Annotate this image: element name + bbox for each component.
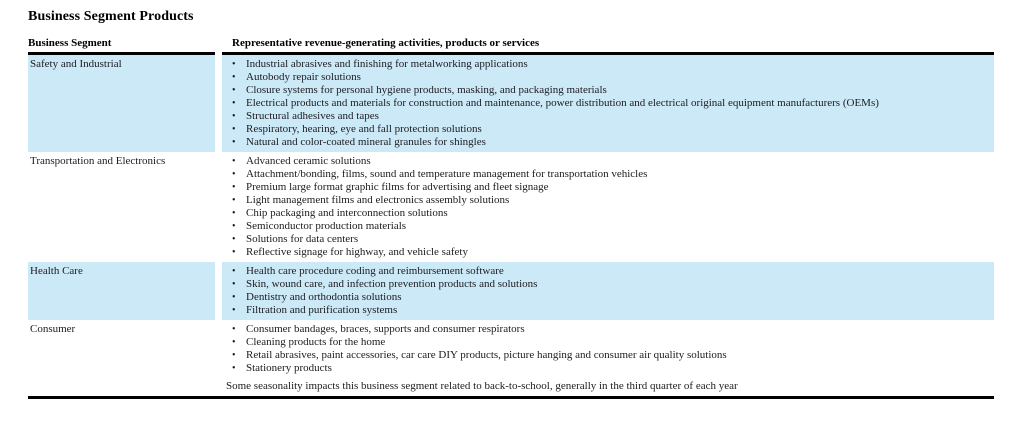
column-header-activities: Representative revenue-generating activities, products or services — [222, 37, 994, 55]
bullet-icon: • — [232, 266, 236, 277]
bullet-icon: • — [232, 363, 236, 374]
bullet-icon: • — [232, 337, 236, 348]
bullet-item — [226, 136, 994, 149]
bullet-text: Health care procedure coding and reimbursement software — [246, 265, 504, 277]
bullet-item — [226, 278, 994, 291]
segment-name-cell: Transportation and Electronics — [30, 155, 166, 167]
bullet-icon: • — [232, 208, 236, 219]
bullet-text: Dentistry and orthodontia solutions — [246, 291, 402, 303]
bullet-icon: • — [232, 182, 236, 193]
table-row — [28, 320, 994, 396]
activities-cell — [222, 320, 994, 396]
bullet-item — [226, 323, 994, 336]
bullet-icon: • — [232, 72, 236, 83]
bullet-icon: • — [232, 156, 236, 167]
bullet-icon: • — [232, 59, 236, 70]
table-row — [28, 55, 994, 152]
bullet-icon: • — [232, 279, 236, 290]
bullet-item — [226, 233, 994, 246]
bullet-text: Skin, wound care, and infection prevention products and solutions — [246, 278, 538, 290]
bullet-text: Filtration and purification systems — [246, 304, 398, 316]
bullet-icon: • — [232, 137, 236, 148]
table-row — [28, 262, 994, 320]
bullet-item — [226, 123, 994, 136]
bullet-icon: • — [232, 292, 236, 303]
bullet-text: Reflective signage for highway, and vehicle safety — [246, 246, 468, 258]
segment-name-cell: Health Care — [28, 262, 215, 320]
bullet-item — [226, 168, 994, 181]
bullet-text: Premium large format graphic films for advertising and fleet signage — [246, 181, 549, 193]
activities-cell — [222, 152, 994, 262]
bullet-item — [226, 304, 994, 317]
bullet-icon: • — [232, 305, 236, 316]
bullet-icon: • — [232, 169, 236, 180]
bullet-item — [226, 194, 994, 207]
column-gap — [215, 55, 222, 152]
bullet-item — [226, 291, 994, 304]
bullet-item — [226, 110, 994, 123]
bullet-icon: • — [232, 124, 236, 135]
bullet-text: Light management films and electronics assembly solutions — [246, 194, 510, 206]
activities-cell — [222, 262, 994, 320]
column-gap — [215, 320, 222, 396]
bullet-text: Autobody repair solutions — [246, 71, 361, 83]
bullet-text: Industrial abrasives and finishing for metalworking applications — [246, 58, 528, 70]
bullet-icon: • — [232, 221, 236, 232]
segment-name-cell: Safety and Industrial — [28, 55, 215, 152]
column-header-business-segment: Business Segment — [28, 37, 215, 55]
bullet-icon: • — [232, 85, 236, 96]
bullet-text: Chip packaging and interconnection solutions — [246, 207, 448, 219]
bullet-icon: • — [232, 98, 236, 109]
table-header-row — [28, 37, 994, 55]
bullet-icon: • — [232, 195, 236, 206]
bullet-item — [226, 220, 994, 233]
bullet-text: Consumer bandages, braces, supports and consumer respirators — [246, 323, 525, 335]
table-row — [28, 152, 994, 262]
document — [28, 9, 994, 399]
bullet-item — [226, 349, 994, 362]
table-body — [28, 55, 994, 396]
bullet-item — [226, 181, 994, 194]
bullet-text: Cleaning products for the home — [246, 336, 386, 348]
bullet-icon: • — [232, 350, 236, 361]
table-bottom-border — [28, 396, 994, 399]
bullet-text: Semiconductor production materials — [246, 220, 407, 232]
bullet-icon: • — [232, 324, 236, 335]
bullet-item — [226, 58, 994, 71]
bullet-item — [226, 246, 994, 259]
bullet-item — [226, 71, 994, 84]
bullet-item — [226, 97, 994, 110]
bullet-item — [226, 336, 994, 349]
segment-footnote: Some seasonality impacts this business segment related to back-to-school, generally in the third quarter of each year — [226, 380, 738, 392]
bullet-text: Closure systems for personal hygiene products, masking, and packaging materials — [246, 84, 607, 96]
bullet-item — [226, 265, 994, 278]
column-gap — [215, 262, 222, 320]
page-title: Business Segment Products — [28, 9, 194, 24]
bullet-text: Structural adhesives and tapes — [246, 110, 379, 122]
bullet-text: Natural and color-coated mineral granules for shingles — [246, 136, 486, 148]
bullet-item — [226, 155, 994, 168]
bullet-item — [226, 84, 994, 97]
bullet-text: Attachment/bonding, films, sound and temperature management for transportation vehicles — [246, 168, 648, 180]
bullet-text: Retail abrasives, paint accessories, car care DIY products, picture hanging and consumer air quality solutions — [246, 349, 727, 361]
bullet-item — [226, 362, 994, 375]
bullet-text: Solutions for data centers — [246, 233, 359, 245]
bullet-text: Stationery products — [246, 362, 332, 374]
activities-cell — [222, 55, 994, 152]
bullet-icon: • — [232, 234, 236, 245]
bullet-icon: • — [232, 111, 236, 122]
segment-name-cell: Consumer — [30, 323, 76, 335]
column-gap — [215, 152, 222, 262]
bullet-text: Advanced ceramic solutions — [246, 155, 371, 167]
bullet-text: Electrical products and materials for construction and maintenance, power distribution and electrical original equipment manufacturers (OEMs) — [246, 97, 879, 109]
bullet-item — [226, 207, 994, 220]
bullet-text: Respiratory, hearing, eye and fall protection solutions — [246, 123, 482, 135]
bullet-icon: • — [232, 247, 236, 258]
